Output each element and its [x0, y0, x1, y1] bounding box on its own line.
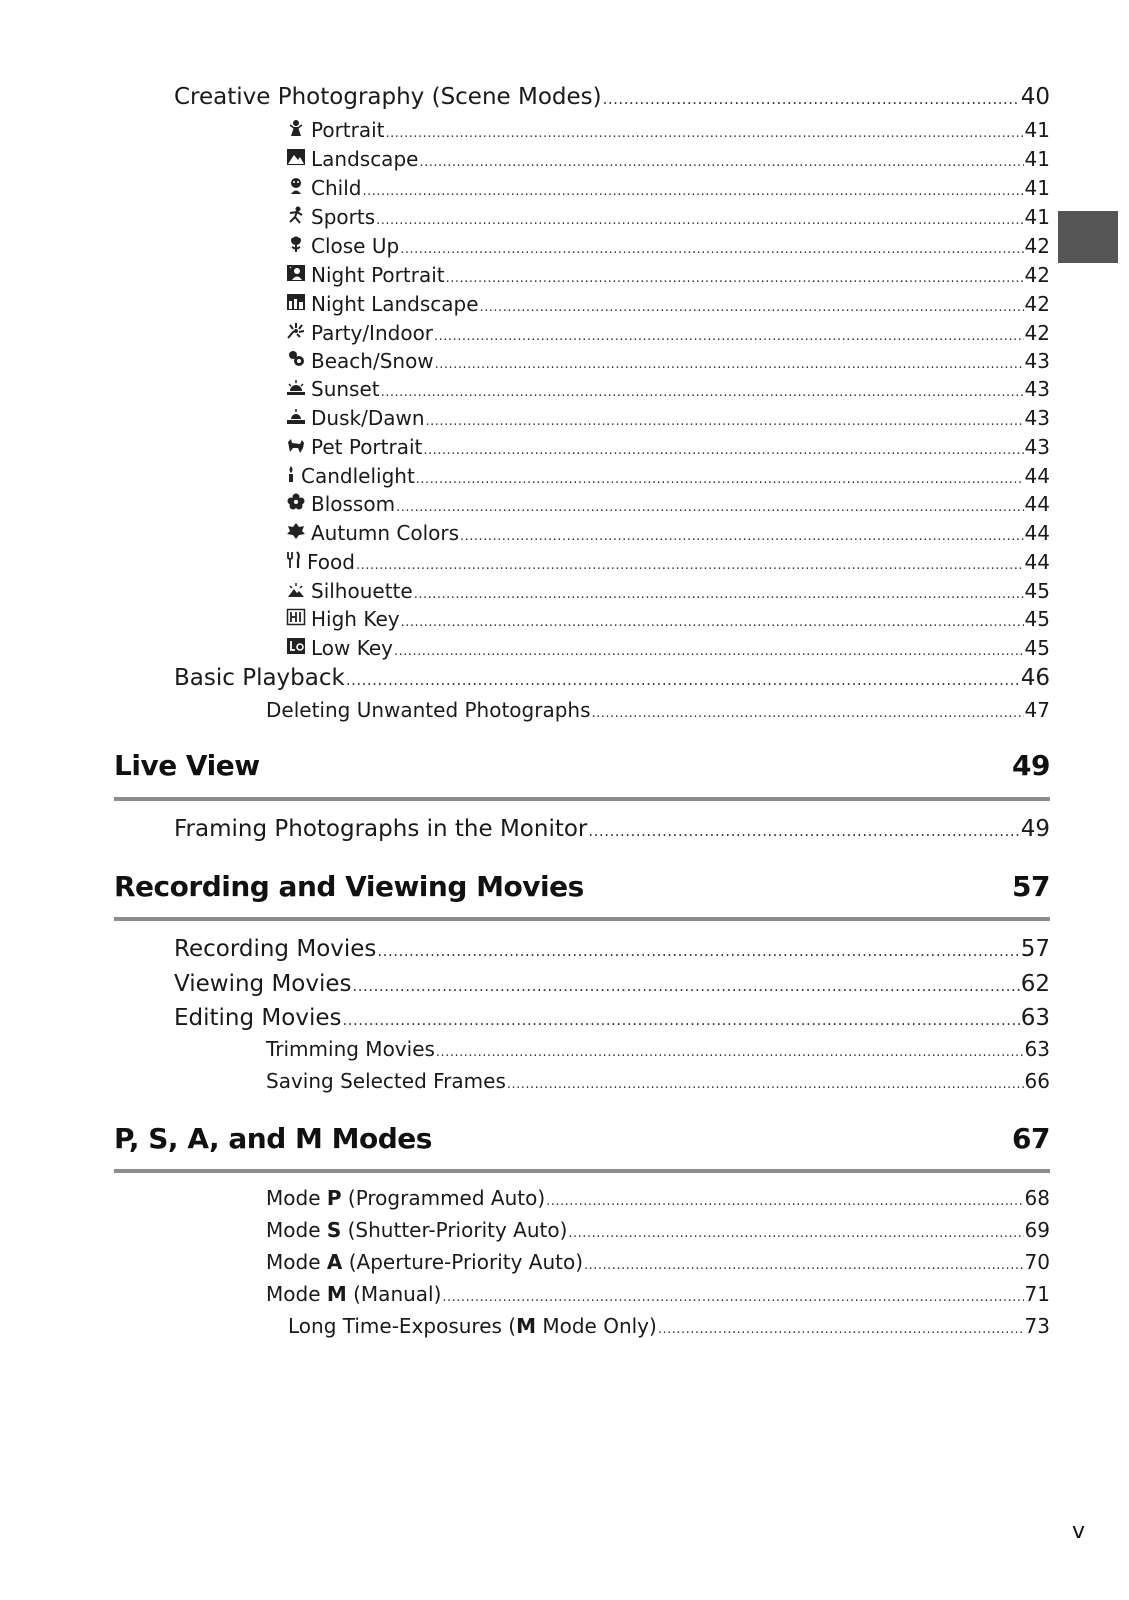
- toc-entry-saving-selected-frames[interactable]: [266, 1071, 1050, 1091]
- toc-entry-label: Editing Movies: [174, 1005, 342, 1031]
- mode-prefix: Mode: [266, 1282, 321, 1306]
- toc-entry-long-time-exposures[interactable]: [288, 1316, 1050, 1336]
- mode-description: (Shutter-Priority Auto): [347, 1218, 568, 1242]
- dot-leader: [568, 1227, 1023, 1240]
- toc-entry-mode-a[interactable]: [266, 1252, 1050, 1272]
- dot-leader: [480, 301, 1024, 314]
- toc-entry-label: Viewing Movies: [174, 971, 352, 997]
- section-heading-recording-viewing-movies[interactable]: [114, 870, 1050, 903]
- toc-entry-creative-photography[interactable]: [174, 86, 1050, 109]
- toc-page-number: 43: [1024, 377, 1050, 401]
- dot-leader: [342, 1013, 1019, 1028]
- dot-leader: [353, 979, 1020, 994]
- toc-page-number: 62: [1020, 971, 1050, 997]
- toc-entry-label: Pet Portrait: [311, 435, 423, 459]
- section-page-number: 49: [1012, 749, 1050, 782]
- dot-leader: [435, 358, 1024, 371]
- night-landscape-icon: [286, 293, 306, 311]
- mode-letter: A: [326, 1250, 343, 1274]
- mode-letter: P: [326, 1186, 342, 1210]
- toc-entry-mode-m[interactable]: [266, 1284, 1050, 1304]
- toc-entry-deleting-unwanted-photographs[interactable]: [266, 700, 1050, 720]
- toc-entry-label: Party/Indoor: [311, 321, 434, 345]
- dot-leader: [386, 127, 1024, 140]
- section-title: Live View: [114, 749, 260, 782]
- section-title: P, S, A, and M Modes: [114, 1122, 432, 1155]
- toc-entry-viewing-movies[interactable]: [174, 973, 1050, 996]
- toc-page-number: 42: [1024, 292, 1050, 316]
- dot-leader: [434, 330, 1024, 343]
- toc-entry-label-end: Mode Only): [536, 1314, 657, 1338]
- toc-entry-label: Silhouette: [311, 579, 413, 603]
- toc-page-number: 63: [1020, 1005, 1050, 1031]
- toc-entry-mode-p[interactable]: [266, 1188, 1050, 1208]
- pet-portrait-icon: [286, 436, 306, 454]
- mode-description: (Programmed Auto): [347, 1186, 546, 1210]
- dot-leader: [394, 645, 1024, 658]
- toc-entry-label: Framing Photographs in the Monitor: [174, 816, 588, 842]
- dot-leader: [546, 1195, 1023, 1208]
- toc-entry-label: Close Up: [311, 234, 400, 258]
- dot-leader: [446, 272, 1024, 285]
- dot-leader: [442, 1291, 1023, 1304]
- sunset-icon: [286, 378, 306, 396]
- silhouette-icon: [286, 580, 306, 598]
- mode-description: (Aperture-Priority Auto): [348, 1250, 584, 1274]
- toc-page-number: 73: [1024, 1314, 1050, 1338]
- mode-description: (Manual): [353, 1282, 442, 1306]
- toc-entry-label: Low Key: [311, 636, 394, 660]
- dot-leader: [423, 444, 1023, 457]
- child-icon: [286, 177, 306, 195]
- dot-leader: [377, 944, 1019, 959]
- toc-page-number: 43: [1024, 435, 1050, 459]
- toc-page-number: 69: [1024, 1218, 1050, 1242]
- toc-page-number: 44: [1024, 464, 1050, 488]
- toc-entry-label: Landscape: [311, 147, 419, 171]
- toc-page-number: 45: [1024, 607, 1050, 631]
- toc-entry-night-landscape[interactable]: [286, 293, 1050, 314]
- toc-entry-candlelight[interactable]: [286, 465, 1050, 486]
- dot-leader: [400, 243, 1023, 256]
- mode-letter: M: [516, 1314, 536, 1338]
- toc-page-number: 44: [1024, 492, 1050, 516]
- toc-entry-label: Night Portrait: [311, 263, 445, 287]
- toc-entry-label: Sunset: [311, 377, 380, 401]
- toc-entry-label: Sports: [311, 205, 376, 229]
- toc-page-number: 45: [1024, 579, 1050, 603]
- toc-entry-label: Saving Selected Frames: [266, 1069, 506, 1093]
- toc-entry-landscape[interactable]: [286, 148, 1050, 169]
- toc-page-number: 49: [1020, 816, 1050, 842]
- toc-page-number: 45: [1024, 636, 1050, 660]
- toc-entry-close-up[interactable]: [286, 235, 1050, 256]
- dot-leader: [419, 156, 1023, 169]
- toc-page-number: 57: [1020, 936, 1050, 962]
- dot-leader: [588, 824, 1019, 839]
- toc-entry-label: Portrait: [311, 118, 385, 142]
- toc-entry-recording-movies[interactable]: [174, 938, 1050, 961]
- toc-entry-sunset[interactable]: [286, 378, 1050, 399]
- toc-entry-editing-movies[interactable]: [174, 1007, 1050, 1030]
- toc-page-number: 70: [1024, 1250, 1050, 1274]
- dot-leader: [584, 1259, 1024, 1272]
- toc-page-number: 41: [1024, 118, 1050, 142]
- dusk-dawn-icon: [286, 407, 306, 425]
- toc-entry-night-portrait[interactable]: [286, 264, 1050, 285]
- close-up-icon: [286, 235, 306, 253]
- toc-page-number: 43: [1024, 349, 1050, 373]
- dot-leader: [426, 415, 1024, 428]
- high-key-icon: [286, 608, 306, 626]
- toc-page-number: 44: [1024, 521, 1050, 545]
- section-page-number: 57: [1012, 870, 1050, 903]
- dot-leader: [362, 185, 1023, 198]
- dot-leader: [356, 559, 1024, 572]
- dot-leader: [396, 501, 1023, 514]
- candlelight-icon: [286, 465, 296, 483]
- section-heading-live-view[interactable]: [114, 749, 1050, 782]
- toc-entry-label: Trimming Movies: [266, 1037, 435, 1061]
- toc-entry-blossom[interactable]: [286, 493, 1050, 514]
- toc-page-number: 46: [1020, 665, 1050, 691]
- toc-entry-label: Food: [307, 550, 355, 574]
- dot-leader: [346, 673, 1020, 688]
- toc-entry-label: Beach/Snow: [311, 349, 434, 373]
- mode-letter: M: [326, 1282, 347, 1306]
- toc-page-number: 42: [1024, 321, 1050, 345]
- toc-page-number: 43: [1024, 406, 1050, 430]
- autumn-colors-icon: [286, 522, 306, 540]
- dot-leader: [416, 473, 1024, 486]
- toc-entry-autumn-colors[interactable]: [286, 522, 1050, 543]
- mode-letter: S: [326, 1218, 342, 1242]
- mode-prefix: Mode: [266, 1218, 321, 1242]
- toc-page-number: 41: [1024, 205, 1050, 229]
- toc-entry-portrait[interactable]: [286, 119, 1050, 140]
- dot-leader: [658, 1323, 1024, 1336]
- dot-leader: [436, 1046, 1024, 1059]
- night-portrait-icon: [286, 264, 306, 282]
- toc-page-number: 71: [1024, 1282, 1050, 1306]
- toc-entry-label: Dusk/Dawn: [311, 406, 425, 430]
- toc-entry-silhouette[interactable]: [286, 580, 1050, 601]
- mode-prefix: Mode: [266, 1186, 321, 1210]
- toc-entry-pet-portrait[interactable]: [286, 436, 1050, 457]
- toc-entry-child[interactable]: [286, 177, 1050, 198]
- toc-entry-label: High Key: [311, 607, 400, 631]
- toc-page-number: 68: [1024, 1186, 1050, 1210]
- food-icon: [286, 551, 302, 569]
- toc-entry-low-key[interactable]: [286, 637, 1050, 658]
- dot-leader: [460, 530, 1024, 543]
- toc-entry-framing-photographs[interactable]: [174, 818, 1050, 841]
- toc-page-number: 41: [1024, 147, 1050, 171]
- dot-leader: [414, 588, 1024, 601]
- dot-leader: [376, 214, 1023, 227]
- toc-entry-food[interactable]: [286, 551, 1050, 572]
- toc-page-number: 44: [1024, 550, 1050, 574]
- toc-page-number: 42: [1024, 263, 1050, 287]
- toc-entry-label: Candlelight: [301, 464, 415, 488]
- section-divider: [114, 1169, 1050, 1173]
- dot-leader: [603, 92, 1020, 107]
- toc-entry-beach-snow[interactable]: [286, 350, 1050, 371]
- dot-leader: [507, 1078, 1024, 1091]
- toc-page-number: 47: [1024, 698, 1050, 722]
- toc-page-number: 41: [1024, 176, 1050, 200]
- toc-entry-label: Blossom: [311, 492, 396, 516]
- sports-icon: [286, 206, 306, 224]
- section-divider: [114, 797, 1050, 801]
- toc-entry-basic-playback[interactable]: [174, 667, 1050, 690]
- toc-entry-dusk-dawn[interactable]: [286, 407, 1050, 428]
- toc-entry-label: Deleting Unwanted Photographs: [266, 698, 591, 722]
- landscape-icon: [286, 148, 306, 166]
- section-divider: [114, 917, 1050, 921]
- toc-entry-label: Night Landscape: [311, 292, 479, 316]
- section-title: Recording and Viewing Movies: [114, 870, 584, 903]
- toc-page-number: 66: [1024, 1069, 1050, 1093]
- toc-entry-label: Autumn Colors: [311, 521, 460, 545]
- toc-entry-label: Child: [311, 176, 362, 200]
- toc-entry-label-start: Long Time-Exposures (: [288, 1314, 517, 1338]
- blossom-icon: [286, 493, 306, 511]
- toc-entry-label: Recording Movies: [174, 936, 377, 962]
- low-key-icon: [286, 637, 306, 655]
- dot-leader: [401, 616, 1024, 629]
- section-heading-psam-modes[interactable]: [114, 1122, 1050, 1155]
- section-page-number: 67: [1012, 1122, 1050, 1155]
- toc-page-number: 63: [1024, 1037, 1050, 1061]
- portrait-icon: [286, 119, 306, 137]
- dot-leader: [381, 386, 1024, 399]
- toc-entry-sports[interactable]: [286, 206, 1050, 227]
- party-indoor-icon: [286, 322, 306, 340]
- page-folio: v: [1072, 1519, 1086, 1544]
- toc-entry-label: Creative Photography (Scene Modes): [174, 84, 602, 110]
- chapter-thumb-tab: [1058, 211, 1118, 263]
- toc-page-number: 42: [1024, 234, 1050, 258]
- toc-entry-high-key[interactable]: [286, 608, 1050, 629]
- toc-page-number: 40: [1020, 84, 1050, 110]
- beach-snow-icon: [286, 350, 306, 368]
- dot-leader: [592, 707, 1024, 720]
- toc-entry-trimming-movies[interactable]: [266, 1039, 1050, 1059]
- mode-prefix: Mode: [266, 1250, 321, 1274]
- toc-entry-label: Basic Playback: [174, 665, 345, 691]
- toc-entry-party-indoor[interactable]: [286, 322, 1050, 343]
- toc-entry-mode-s[interactable]: [266, 1220, 1050, 1240]
